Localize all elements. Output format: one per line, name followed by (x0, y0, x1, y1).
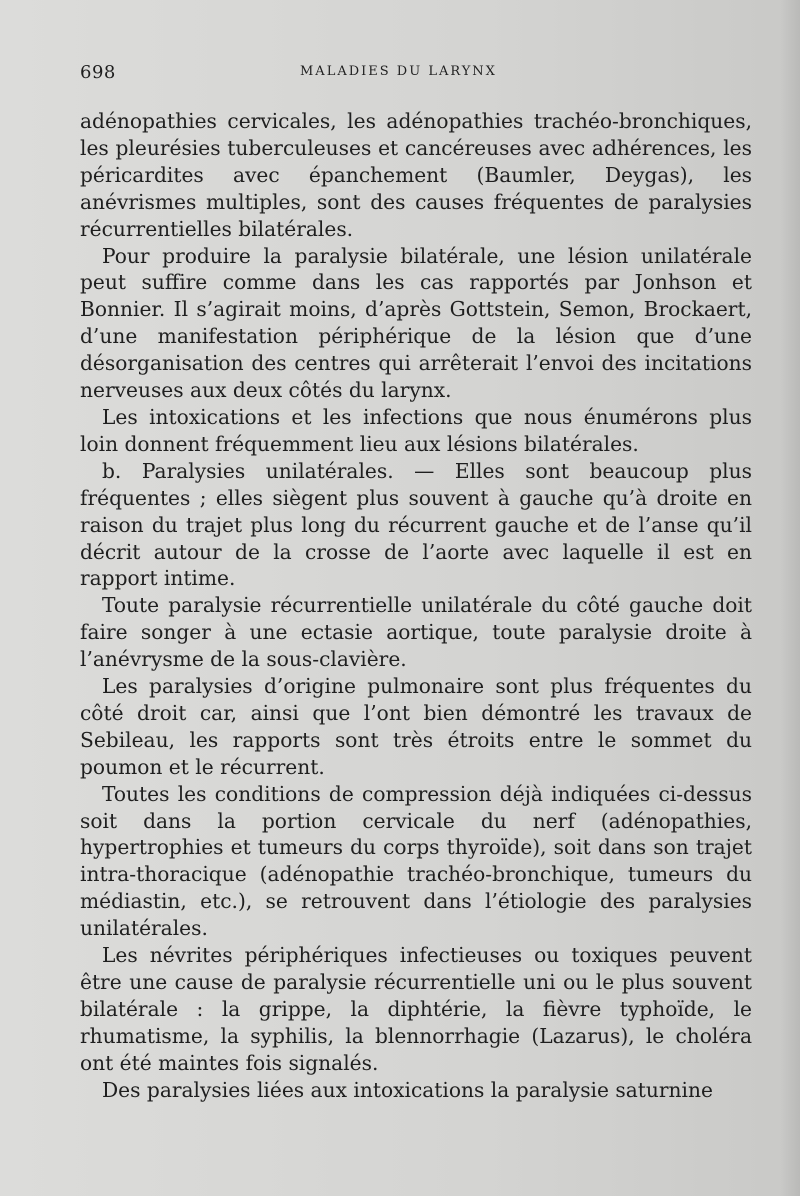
body-text (80, 108, 752, 1104)
page-header (80, 62, 752, 88)
paragraph-8: Les névrites périphériques infectieuses ou toxiques peuvent être une cause de paralysie récurrentielle uni ou le plus souvent bilatérale : la grippe, la diphtérie, la fièvre typhoïde, le rhumatisme, la syphilis, la blennorrhagie (Lazarus), le choléra ont été maintes fois signalés. (80, 943, 752, 1075)
page-number: 698 (80, 62, 116, 83)
paragraph-1: adénopathies cervicales, les adénopathies trachéo-bronchiques, les pleurésies tuberculeuses et cancéreuses avec adhérences, les péricardites avec épanchement (Baumler, Deygas), les anévrismes multiples, sont des causes fréquentes de paralysies récurrentielles bilatérales. (80, 109, 752, 241)
page-edge-shadow (780, 0, 800, 1196)
paragraph-6: Les paralysies d’origine pulmonaire sont plus fréquentes du côté droit car, ainsi que l’ont bien démontré les travaux de Sebileau, les rapports sont très étroits entre le sommet du poumon et le récurrent. (80, 674, 752, 779)
paragraph-9: Des paralysies liées aux intoxications la paralysie saturnine (102, 1077, 713, 1102)
running-title: MALADIES DU LARYNX (300, 64, 497, 79)
paragraph-5: Toute paralysie récurrentielle unilatérale du côté gauche doit faire songer à une ectasie aortique, toute paralysie droite à l’anévrysme de la sous-clavière. (80, 593, 752, 672)
paragraph-2: Pour produire la paralysie bilatérale, une lésion unilatérale peut suffire comme dans les cas rapportés par Jonhson et Bonnier. Il s’agirait moins, d’après Gottstein, Semon, Brockaert, d’une manifestation périphérique de la lésion que d’une désorganisation des centres qui arrêterait l’envoi des incitations nerveuses aux deux côtés du larynx. (80, 243, 752, 403)
paragraph-3: Les intoxications et les infections que nous énumérons plus loin donnent fréquemment lieu aux lésions bilatérales. (80, 404, 752, 456)
paragraph-7: Toutes les conditions de compression déjà indiquées ci-dessus soit dans la portion cervicale du nerf (adénopathies, hypertrophies et tumeurs du corps thyroïde), soit dans son trajet intra-thoracique (adénopathie trachéo-bronchique, tumeurs du médiastin, etc.), se retrouvent dans l’étiologie des paralysies unilatérales. (80, 781, 752, 941)
paragraph-4: b. Paralysies unilatérales. — Elles sont beaucoup plus fréquentes ; elles siègent plus souvent à gauche qu’à droite en raison du trajet plus long du récurrent gauche et de l’anse qu’il décrit autour de la crosse de l’aorte avec laquelle il est en rapport intime. (80, 458, 752, 591)
